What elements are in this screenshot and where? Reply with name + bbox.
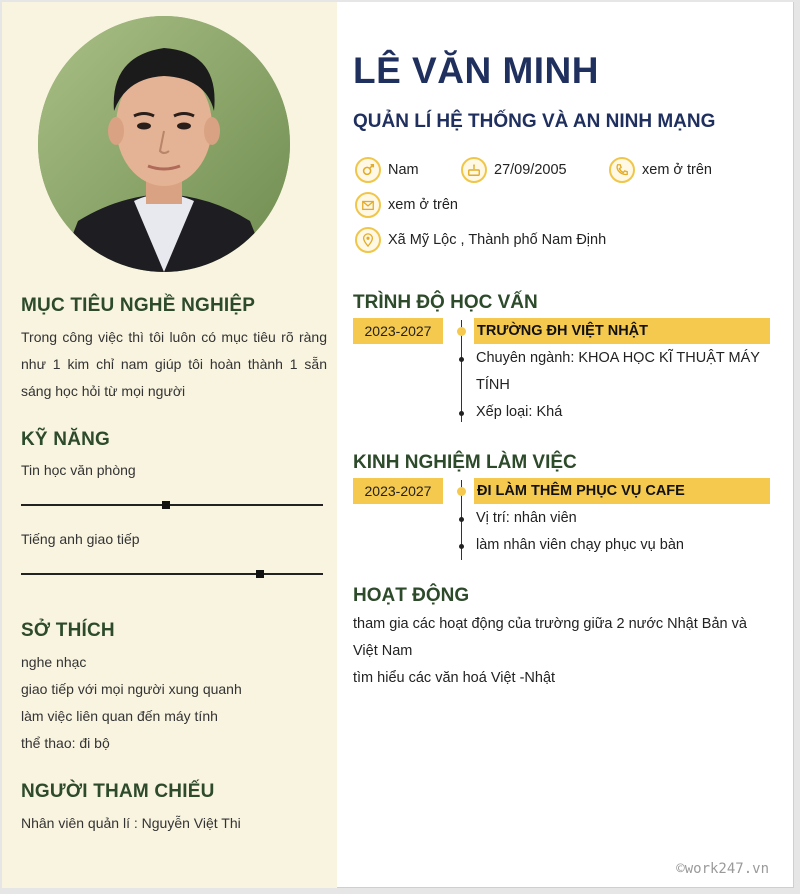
timeline-bullet [459, 544, 464, 549]
timeline-dot [457, 487, 466, 496]
address-info [355, 227, 606, 253]
references-heading: NGƯỜI THAM CHIẾU [21, 781, 215, 802]
email-info [355, 192, 458, 218]
skill-bar [21, 504, 323, 506]
timeline-dot [457, 327, 466, 336]
activity-item: tìm hiểu các văn hoá Việt -Nhật [353, 670, 556, 686]
timeline-bullet [459, 357, 464, 362]
experience-heading: KINH NGHIỆM LÀM VIỆC [353, 452, 577, 473]
birthday-info [461, 157, 567, 183]
mail-icon [355, 192, 381, 218]
experience-detail: Vị trí: nhân viên [476, 510, 577, 526]
skill-bar [21, 573, 323, 575]
hobby-item: nghe nhạc [21, 654, 87, 670]
email-value: xem ở trên [388, 197, 458, 213]
gender-info [355, 157, 419, 183]
skill-label: Tiếng anh giao tiếp [21, 531, 140, 547]
map-pin-icon [355, 227, 381, 253]
cv-page [2, 2, 794, 888]
phone-icon [609, 157, 635, 183]
education-heading: TRÌNH ĐỘ HỌC VẤN [353, 292, 538, 313]
birthday-value: 27/09/2005 [494, 162, 567, 178]
objective-text: Trong công việc thì tôi luôn có mục tiêu rõ ràng như 1 kim chỉ nam giúp tôi hoàn thành 1 sẵn sáng học hỏi từ mọi người [21, 329, 327, 399]
cake-icon [461, 157, 487, 183]
skill-level-marker [162, 501, 170, 509]
sidebar [2, 2, 337, 888]
candidate-name: LÊ VĂN MINH [353, 50, 599, 91]
activities-heading: HOẠT ĐỘNG [353, 585, 470, 606]
reference-text: Nhân viên quản lí : Nguyễn Việt Thi [21, 815, 241, 831]
hobbies-heading: SỞ THÍCH [21, 620, 115, 641]
watermark: ©work247.vn [676, 861, 769, 877]
timeline-bullet [459, 517, 464, 522]
activity-item: tham gia các hoạt động của trường giữa 2 nước Nhật Bản và Việt Nam [353, 616, 747, 659]
hobby-item: thể thao: đi bộ [21, 735, 110, 751]
education-title: TRƯỜNG ĐH VIỆT NHẬT [474, 318, 770, 344]
skill-level-marker [256, 570, 264, 578]
timeline-bullet [459, 411, 464, 416]
address-value: Xã Mỹ Lộc , Thành phố Nam Định [388, 232, 607, 248]
education-date: 2023-2027 [353, 318, 443, 344]
education-detail: Xếp loại: Khá [476, 404, 563, 420]
phone-value: xem ở trên [642, 162, 712, 178]
hobby-item: làm việc liên quan đến máy tính [21, 708, 218, 724]
hobby-item: giao tiếp với mọi người xung quanh [21, 681, 242, 697]
skill-label: Tin học văn phòng [21, 462, 136, 478]
phone-info [609, 157, 712, 183]
experience-date: 2023-2027 [353, 478, 443, 504]
skills-heading: KỸ NĂNG [21, 429, 111, 450]
experience-detail: làm nhân viên chạy phục vụ bàn [476, 537, 684, 553]
profile-photo [38, 16, 290, 272]
job-title: QUẢN LÍ HỆ THỐNG VÀ AN NINH MẠNG [353, 111, 716, 132]
experience-title: ĐI LÀM THÊM PHỤC VỤ CAFE [474, 478, 770, 504]
objective-heading: MỤC TIÊU NGHỀ NGHIỆP [21, 295, 256, 316]
gender-icon [355, 157, 381, 183]
education-detail: Chuyên ngành: KHOA HỌC KĨ THUẬT MÁY TÍNH [476, 350, 760, 393]
gender-value: Nam [388, 162, 419, 178]
